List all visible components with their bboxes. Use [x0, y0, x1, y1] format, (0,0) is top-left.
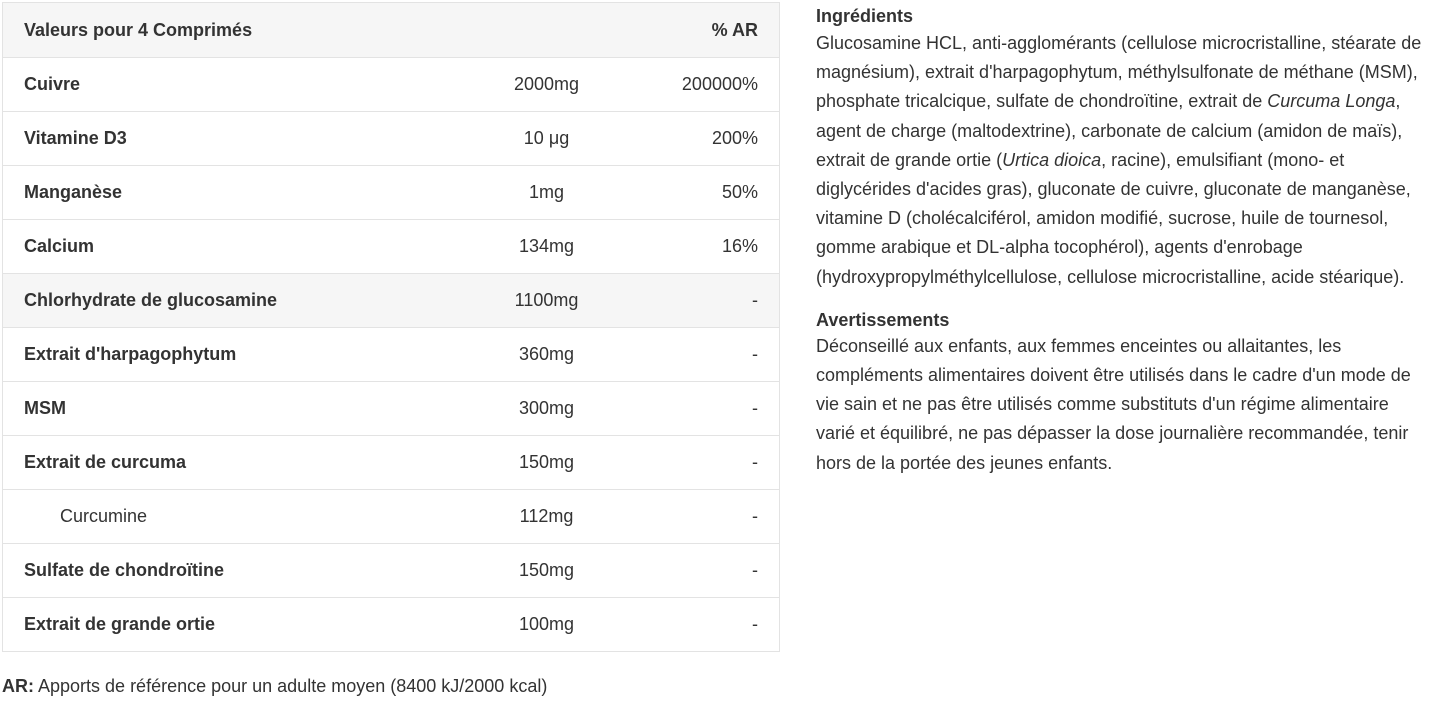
table-row: [3, 598, 780, 652]
nutrient-ar: -: [649, 382, 780, 436]
info-panel: [816, 4, 1430, 478]
nutrient-name: Extrait de curcuma: [3, 436, 445, 490]
nutrient-ar: -: [649, 328, 780, 382]
table-row: [3, 166, 780, 220]
table-row: [3, 544, 780, 598]
nutrient-amount: 300mg: [444, 382, 649, 436]
nutrient-name: Curcumine: [3, 490, 445, 544]
ingredients-text: [816, 29, 1430, 292]
nutrient-amount: 2000mg: [444, 58, 649, 112]
nutrient-ar: 16%: [649, 220, 780, 274]
nutrient-amount: 100mg: [518, 614, 575, 634]
nutrient-ar: -: [649, 274, 780, 328]
nutrient-ar: -: [752, 614, 758, 634]
nutrient-amount: 360mg: [444, 328, 649, 382]
nutrient-amount: 1mg: [444, 166, 649, 220]
nutrient-name: Sulfate de chondroïtine: [3, 544, 445, 598]
table-row: [3, 490, 780, 544]
nutrition-table: [2, 2, 780, 652]
nutrient-amount: 134mg: [444, 220, 649, 274]
nutrient-name: Cuivre: [3, 58, 445, 112]
table-row: [3, 220, 780, 274]
header-amount: [444, 3, 649, 58]
ingredients-title: Ingrédients: [816, 6, 914, 26]
nutrient-amount: 10 μg: [444, 112, 649, 166]
ingredient-text-segment: , racine), emulsifiant (mono- et diglycérides d'acides gras), gluconate de cuivre, gluconate de manganèse, vitamine D (cholécalciférol, amidon modifié, sucrose, huile de tournesol, gomme arabique et DL-alpha tocophérol), agents d'enrobage (hydroxypropylméthylcellulose, cellulose microcristalline, acide stéarique).: [816, 149, 1411, 287]
table-row: [3, 436, 780, 490]
nutrient-amount: 150mg: [444, 436, 649, 490]
footnote-text: Apports de référence pour un adulte moyen (8400 kJ/2000 kcal): [34, 676, 548, 696]
table-row: [3, 274, 780, 328]
table-row: [3, 328, 780, 382]
warnings-title: Avertissements: [816, 309, 950, 330]
table-row: [3, 382, 780, 436]
nutrient-name: Extrait de grande ortie: [24, 614, 216, 634]
table-row: [3, 58, 780, 112]
ingredient-text-segment: Glucosamine HCL, anti-agglomérants (cellulose microcristalline, stéarate de magnésium), extrait d'harpagophytum, méthylsulfonate de méthane (MSM), phosphate tricalcique, sulfate de chondroïtine, extrait de: [816, 33, 1422, 112]
table-row: [3, 112, 780, 166]
ingredient-latin-name: Curcuma Longa: [1267, 91, 1396, 112]
nutrient-name: Calcium: [3, 220, 445, 274]
ingredient-latin-name: Urtica dioica: [1002, 149, 1102, 170]
nutrient-ar: -: [649, 490, 780, 544]
footnote: [2, 676, 547, 697]
table-header-row: [3, 3, 780, 58]
nutrient-ar: 200000%: [649, 58, 780, 112]
warnings-section: [816, 308, 1430, 478]
nutrient-ar: 200%: [649, 112, 780, 166]
nutrient-name: Chlorhydrate de glucosamine: [3, 274, 445, 328]
warnings-text: Déconseillé aux enfants, aux femmes enceintes ou allaitantes, les compléments alimentaires doivent être utilisés dans le cadre d'un mode de vie sain et ne pas être utilisés comme substituts d'un régime alimentaire varié et équilibré, ne pas dépasser la dose journalière recommandée, tenir hors de la portée des jeunes enfants.: [816, 335, 1411, 473]
header-name: Valeurs pour 4 Comprimés: [3, 3, 445, 58]
header-ar: % AR: [649, 3, 780, 58]
nutrient-ar: -: [649, 436, 780, 490]
nutrient-amount: 112mg: [444, 490, 649, 544]
ingredient-text-segment: , agent de charge (maltodextrine), carbonate de calcium (amidon de maïs), extrait de grande ortie (: [816, 91, 1403, 170]
nutrient-ar: -: [649, 544, 780, 598]
nutrient-name: Manganèse: [3, 166, 445, 220]
nutrient-ar: 50%: [649, 166, 780, 220]
nutrient-name: Extrait d'harpagophytum: [3, 328, 445, 382]
ingredients-section: [816, 4, 1430, 292]
table-body: [3, 58, 780, 652]
nutrient-name: MSM: [3, 382, 445, 436]
nutrient-amount: 150mg: [444, 544, 649, 598]
nutrient-name: Vitamine D3: [3, 112, 445, 166]
nutrient-amount: 1100mg: [444, 274, 649, 328]
footnote-label: AR:: [2, 676, 34, 696]
